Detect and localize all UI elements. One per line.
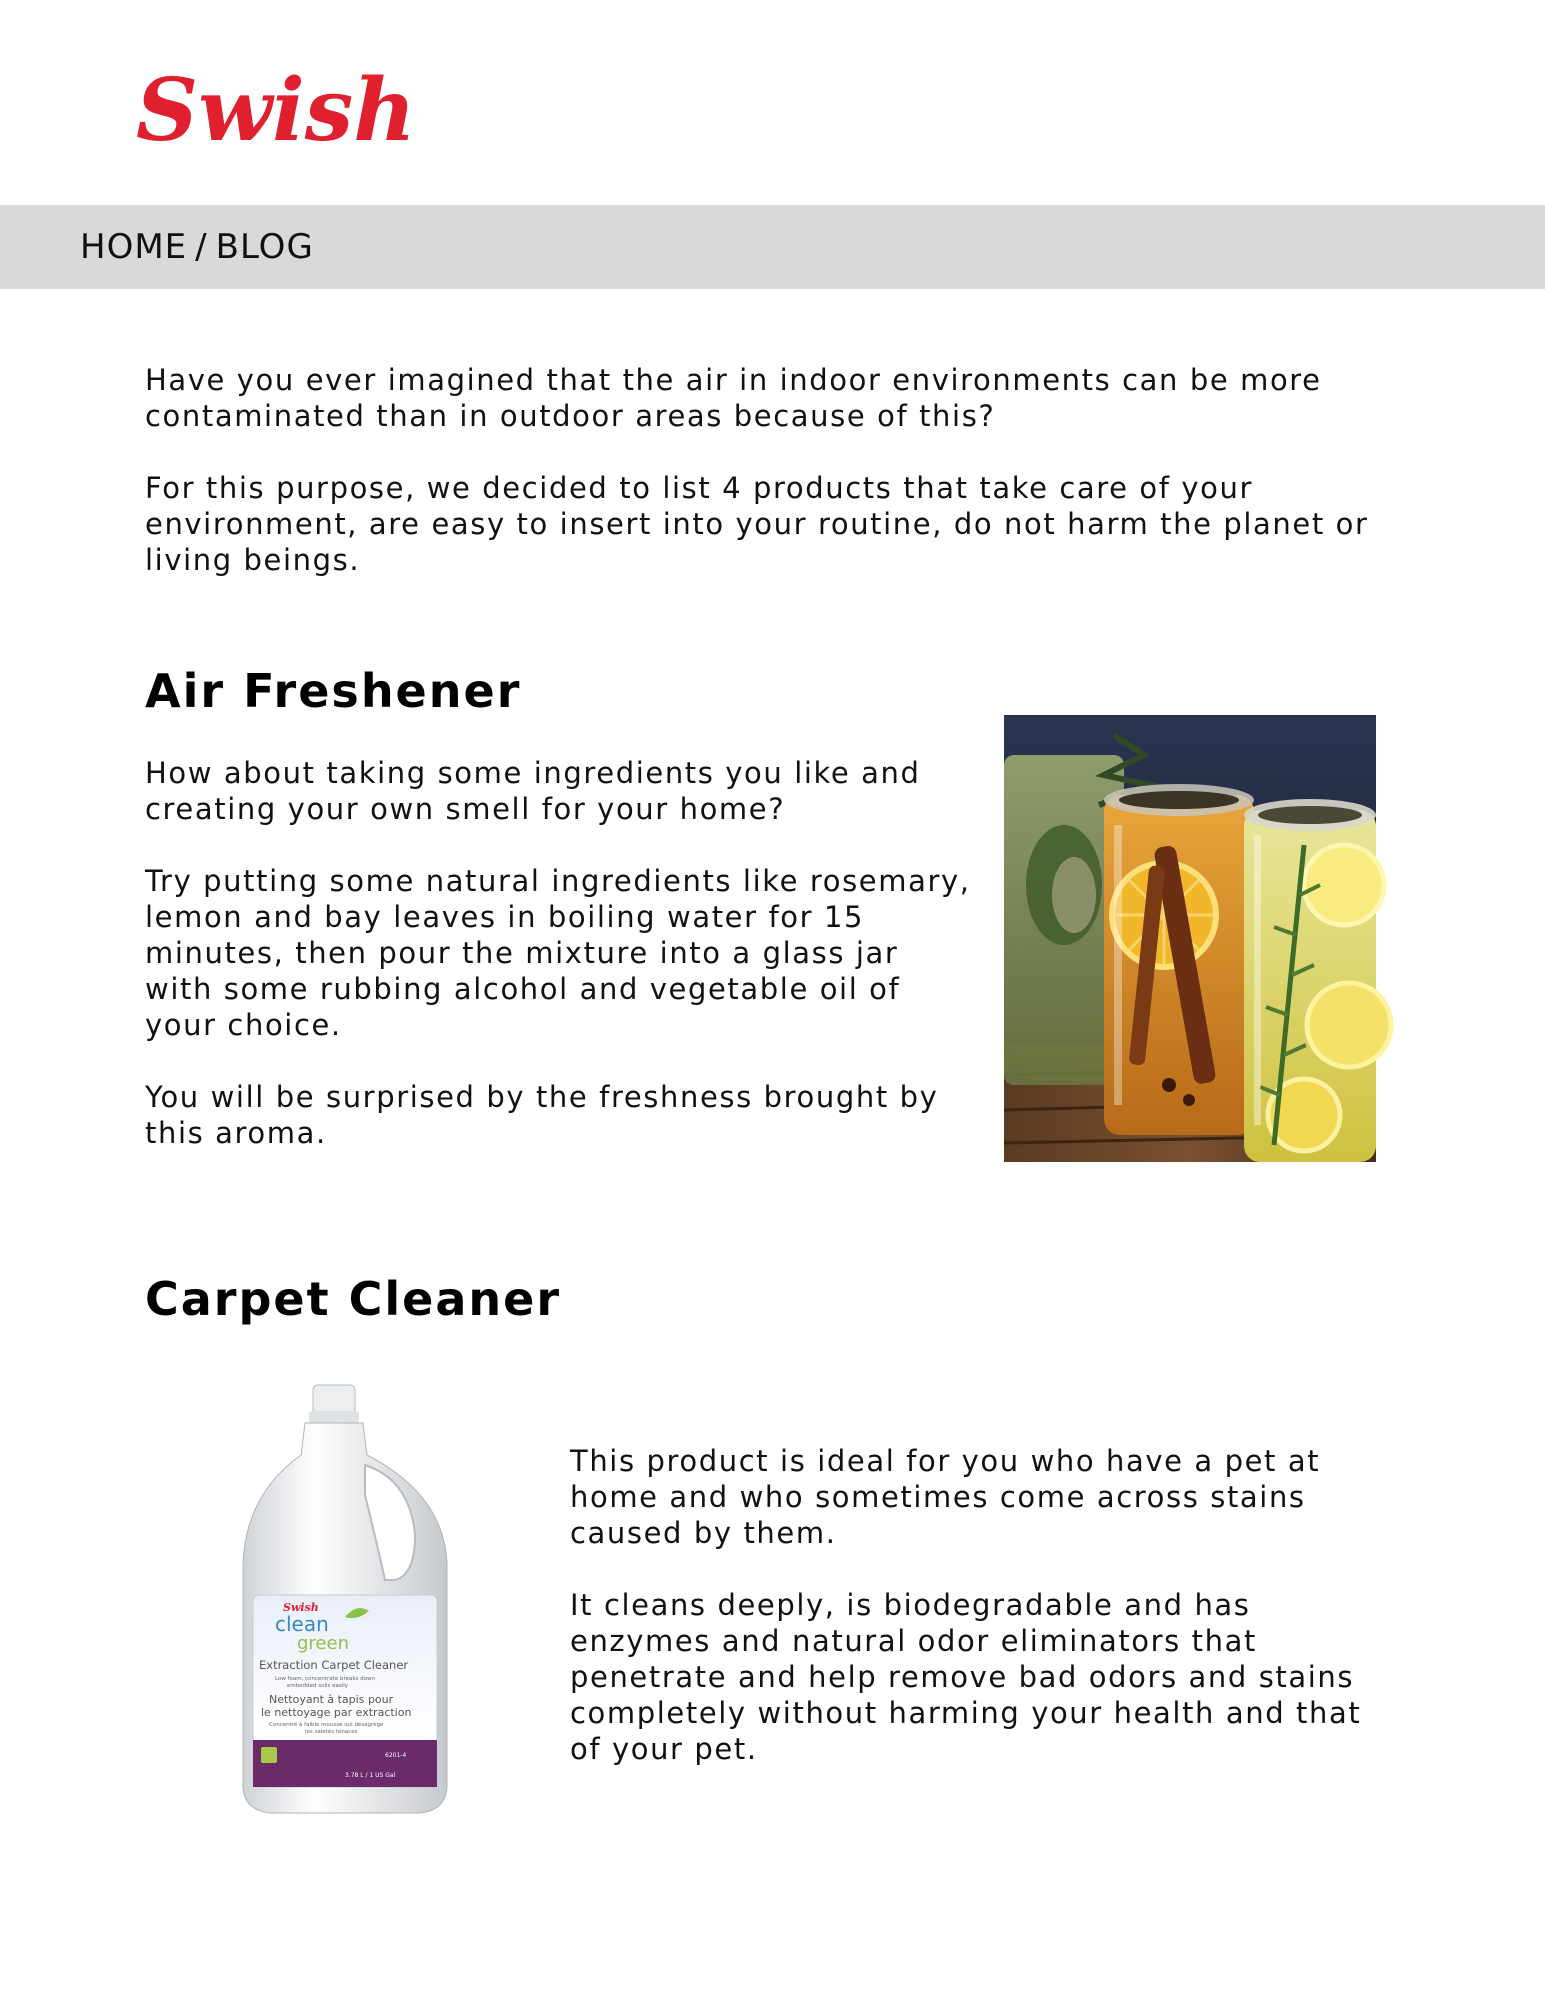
air-freshener-paragraph-3: You will be surprised by the freshness brought by this aroma. bbox=[145, 1080, 939, 1150]
carpet-cleaner-paragraph-2: It cleans deeply, is biodegradable and has enzymes and natural odor eliminators that penetrate and help remove bad odors and stains completely without harming your health and that of your pet. bbox=[570, 1588, 1362, 1766]
breadcrumb-separator: / bbox=[195, 227, 208, 267]
bottle-line1: clean bbox=[275, 1612, 329, 1636]
bottle-brand: Swish bbox=[283, 1601, 319, 1614]
swish-logo[interactable] bbox=[132, 58, 416, 161]
bottle-sub-en2: embedded soils easily bbox=[287, 1683, 349, 1689]
logo-text: Swish bbox=[136, 60, 416, 161]
air-freshener-heading: Air Freshener bbox=[145, 664, 522, 718]
carpet-cleaner-bottle-photo bbox=[235, 1385, 455, 1815]
breadcrumb-home-link[interactable]: HOME bbox=[80, 227, 188, 267]
intro-paragraph-1: Have you ever imagined that the air in indoor environments can be more contaminated than in outdoor areas because of this? bbox=[145, 363, 1322, 433]
breadcrumb-current[interactable]: BLOG bbox=[215, 227, 314, 267]
air-freshener-paragraph-2: Try putting some natural ingredients like rosemary, lemon and bay leaves in boiling water for 15 minutes, then pour the mixture into a glass jar with some rubbing alcohol and vegetable oil of your choice. bbox=[145, 864, 971, 1042]
bottle-line2: green bbox=[297, 1633, 349, 1654]
bottle-sub-fr2: les saletés tenaces bbox=[305, 1729, 358, 1735]
carpet-cleaner-paragraph-1: This product is ideal for you who have a pet at home and who sometimes come across stains caused by them. bbox=[570, 1444, 1321, 1550]
jars-of-citrus-and-herbs-photo bbox=[1004, 715, 1376, 1162]
bottle-product-en: Extraction Carpet Cleaner bbox=[259, 1658, 409, 1672]
bottle-code: 6201-4 bbox=[385, 1752, 407, 1759]
carpet-cleaner-heading: Carpet Cleaner bbox=[145, 1272, 562, 1326]
breadcrumb bbox=[80, 227, 314, 267]
intro-paragraph-2: For this purpose, we decided to list 4 products that take care of your environment, are easy to insert into your routine, do not harm the planet or living beings. bbox=[145, 471, 1369, 577]
bottle-volume: 3.78 L / 1 US Gal bbox=[345, 1772, 396, 1779]
breadcrumb-bar bbox=[0, 205, 1545, 289]
air-freshener-paragraph-1: How about taking some ingredients you like and creating your own smell for your home? bbox=[145, 756, 921, 826]
bottle-product-fr1: Nettoyant à tapis pour bbox=[269, 1693, 394, 1706]
bottle-sub-fr: Concentré à faible mousse qui désagrège bbox=[269, 1722, 384, 1728]
bottle-product-fr2: le nettoyage par extraction bbox=[261, 1706, 412, 1719]
bottle-sub-en: Low foam, concentrate breaks down bbox=[275, 1676, 375, 1682]
